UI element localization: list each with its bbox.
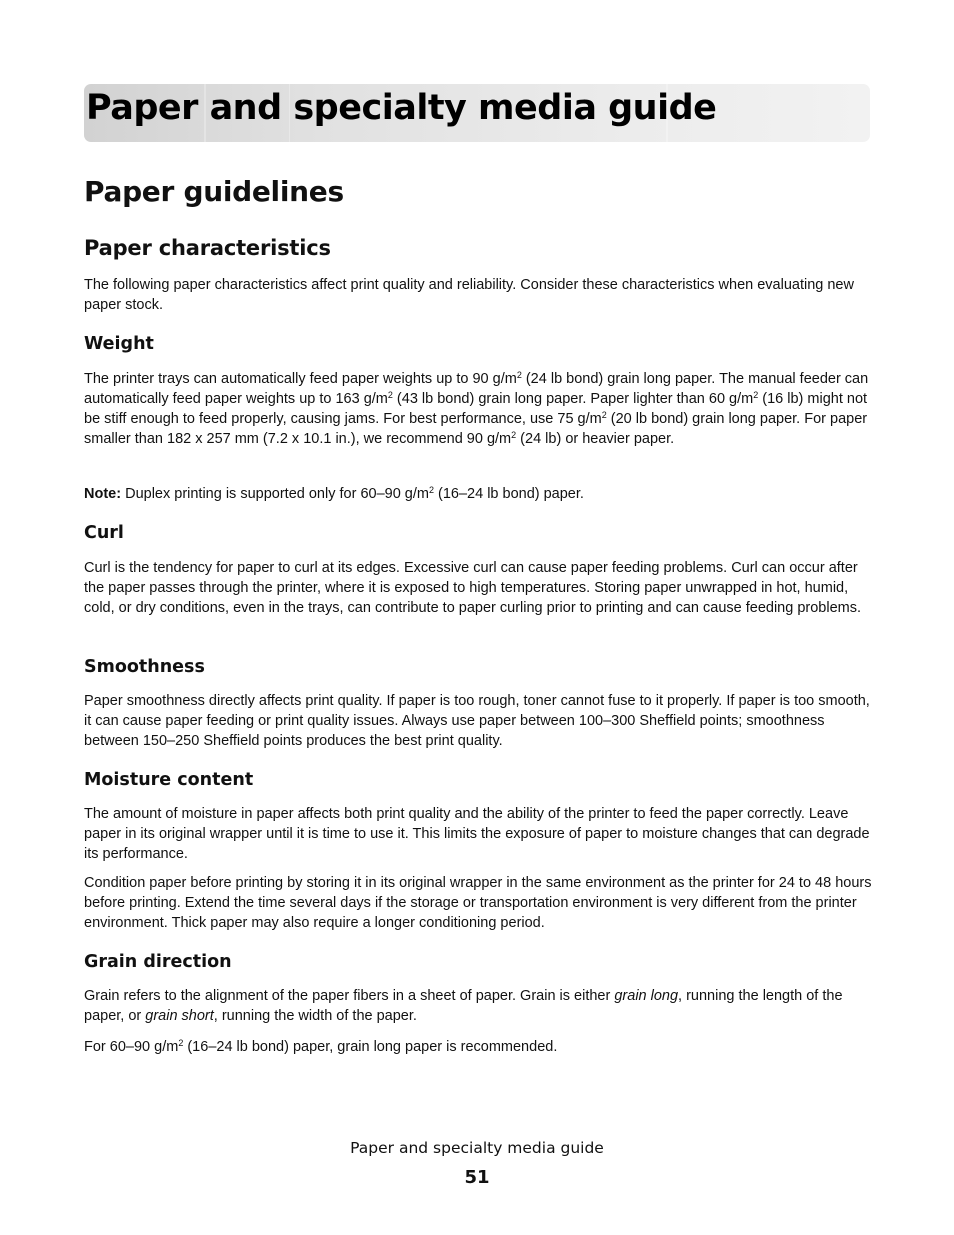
grain-text: , running the length of the paper, or bbox=[84, 988, 843, 1024]
grain-long-term: grain long bbox=[614, 988, 679, 1004]
superscript: 2 bbox=[516, 370, 522, 380]
weight-text: (16 lb) might not be stiff enough to feed properly, causing jams. For best performance, use 75 g/m bbox=[84, 391, 868, 427]
curl-paragraph: Curl is the tendency for paper to curl at its edges. Excessive curl can cause paper feeding problems. Curl can occur after the paper passes through the printer, where it is exposed to high temperatures. Storing paper unwrapped in hot, humid, cold, or dry conditions, even in the trays, can contribute to paper curling prior to printing and can cause feeding problems. bbox=[84, 560, 861, 616]
smoothness-paragraph: Paper smoothness directly affects print quality. If paper is too rough, toner cannot fuse to it properly. If paper is too smooth, it can cause paper feeding or print quality issues. Always use paper between 100–300 Sheffield points; smoothness between 150–250 Sheffield points produces the best print quality. bbox=[84, 693, 870, 749]
grain-heading: Grain direction bbox=[84, 952, 232, 972]
weight-text: The printer trays can automatically feed paper weights up to 90 g/m bbox=[84, 371, 517, 387]
intro-paragraph: The following paper characteristics affect print quality and reliability. Consider these characteristics when evaluating new paper stock. bbox=[84, 277, 854, 313]
chapter-banner bbox=[84, 84, 870, 142]
page-number: 51 bbox=[464, 1167, 490, 1188]
note-text: Duplex printing is supported only for 60–90 g/m bbox=[121, 486, 429, 502]
grain-text: Grain refers to the alignment of the paper fibers in a sheet of paper. Grain is either bbox=[84, 988, 615, 1004]
weight-heading: Weight bbox=[84, 334, 154, 354]
moisture-paragraph-2: Condition paper before printing by storing it in its original wrapper in the same environment as the printer for 24 to 48 hours before printing. Extend the time several days if the storage or transportation environment is very different from the printer environment. Thick paper may also require a longer conditioning period. bbox=[84, 875, 872, 931]
grain-short-term: grain short bbox=[145, 1008, 214, 1024]
subsection-title: Paper characteristics bbox=[84, 236, 331, 260]
note-text: (16–24 lb bond) paper. bbox=[433, 486, 584, 502]
section-title: Paper guidelines bbox=[84, 175, 344, 208]
superscript: 2 bbox=[601, 410, 607, 420]
superscript: 2 bbox=[387, 390, 393, 400]
weight-text: (20 lb bond) grain long paper. For paper smaller than 182 x 257 mm (7.2 x 10.1 in.), we recommend 90 g/m bbox=[84, 411, 868, 447]
footer-title: Paper and specialty media guide bbox=[350, 1139, 604, 1157]
weight-text: (43 lb bond) grain long paper. Paper lighter than 60 g/m bbox=[392, 391, 754, 407]
grain-paragraph-2 bbox=[84, 1037, 874, 1057]
superscript: 2 bbox=[753, 390, 759, 400]
grain-paragraph-1 bbox=[84, 986, 874, 1026]
moisture-heading: Moisture content bbox=[84, 770, 254, 790]
weight-text: (24 lb) or heavier paper. bbox=[516, 431, 675, 447]
note-label: Note: bbox=[84, 486, 122, 502]
grain-text: For 60–90 g/m bbox=[84, 1039, 179, 1055]
duplex-note bbox=[84, 484, 874, 504]
moisture-paragraph-1: The amount of moisture in paper affects both print quality and the ability of the printer to feed the paper correctly. Leave paper in its original wrapper until it is time to use it. This limits the exposure of paper to moisture changes that can degrade its performance. bbox=[84, 806, 870, 862]
weight-text: (24 lb bond) grain long paper. The manual feeder can automatically feed paper weights up to 163 g/m bbox=[84, 371, 869, 407]
weight-paragraph bbox=[84, 369, 874, 449]
superscript: 2 bbox=[178, 1038, 184, 1048]
curl-heading: Curl bbox=[84, 523, 124, 543]
chapter-title: Paper and specialty media guide bbox=[86, 88, 717, 128]
grain-text: (16–24 lb bond) paper, grain long paper is recommended. bbox=[183, 1039, 558, 1055]
smoothness-heading: Smoothness bbox=[84, 657, 205, 677]
superscript: 2 bbox=[428, 485, 434, 495]
grain-text: , running the width of the paper. bbox=[213, 1008, 417, 1024]
superscript: 2 bbox=[511, 430, 517, 440]
